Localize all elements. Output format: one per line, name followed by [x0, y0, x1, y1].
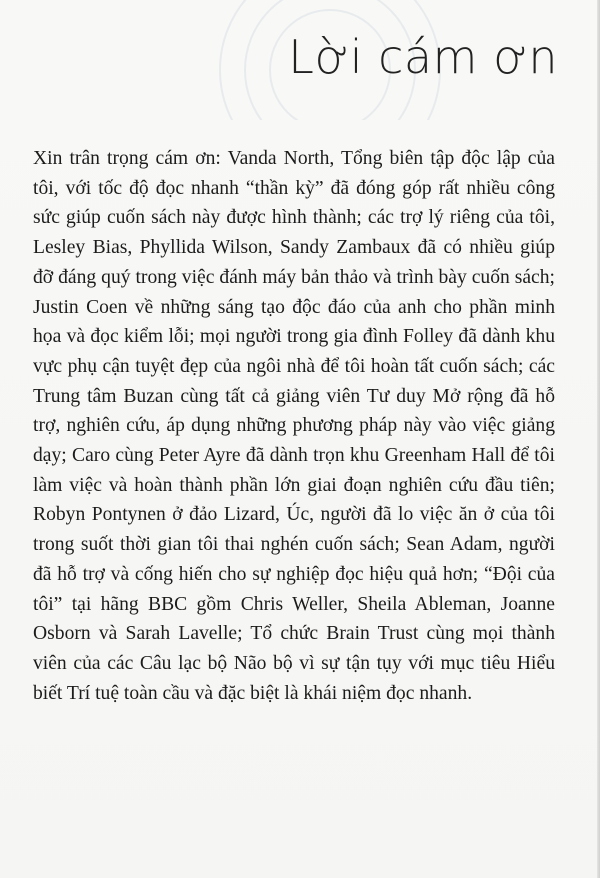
- page-title: Lời cám ơn: [288, 30, 558, 84]
- acknowledgement-paragraph: Xin trân trọng cám ơn: Vanda North, Tổng biên tập độc lập của tôi, với tốc độ đọc nhanh “thần kỳ” đã đóng góp rất nhiều công sức giúp cuốn sách này được hình thành; các trợ lý riêng của tôi, Lesley Bias, Phyllida Wilson, Sandy Zambaux đã có nhiều giúp đỡ đáng quý trong việc đánh máy bản thảo và trình bày cuốn sách; Justin Coen về những sáng tạo độc đáo của anh cho phần minh họa và đọc kiểm lỗi; mọi người trong gia đình Folley đã dành khu vực phụ cận tuyệt đẹp của ngôi nhà để tôi hoàn tất cuốn sách; các Trung tâm Buzan cùng tất cả giảng viên Tư duy Mở rộng đã hỗ trợ, nghiên cứu, áp dụng những phương pháp này vào việc giảng dạy; Caro cùng Peter Ayre đã dành trọn khu Greenham Hall để tôi làm việc và hoàn thành phần lớn giai đoạn nghiên cứu đầu tiên; Robyn Pontynen ở đảo Lizard, Úc, người đã lo việc ăn ở của tôi trong suốt thời gian tôi thai nghén cuốn sách; Sean Adam, người đã hỗ trợ và cống hiến cho sự nghiệp đọc hiệu quả hơn; “Đội của tôi” tại hãng BBC gồm Chris Weller, Sheila Ableman, Joanne Osborn và Sarah Lavelle; Tổ chức Brain Trust cùng mọi thành viên của các Câu lạc bộ Não bộ vì sự tận tụy với mục tiêu Hiểu biết Trí tuệ toàn cầu và đặc biệt là khái niệm đọc nhanh.: [33, 148, 555, 704]
